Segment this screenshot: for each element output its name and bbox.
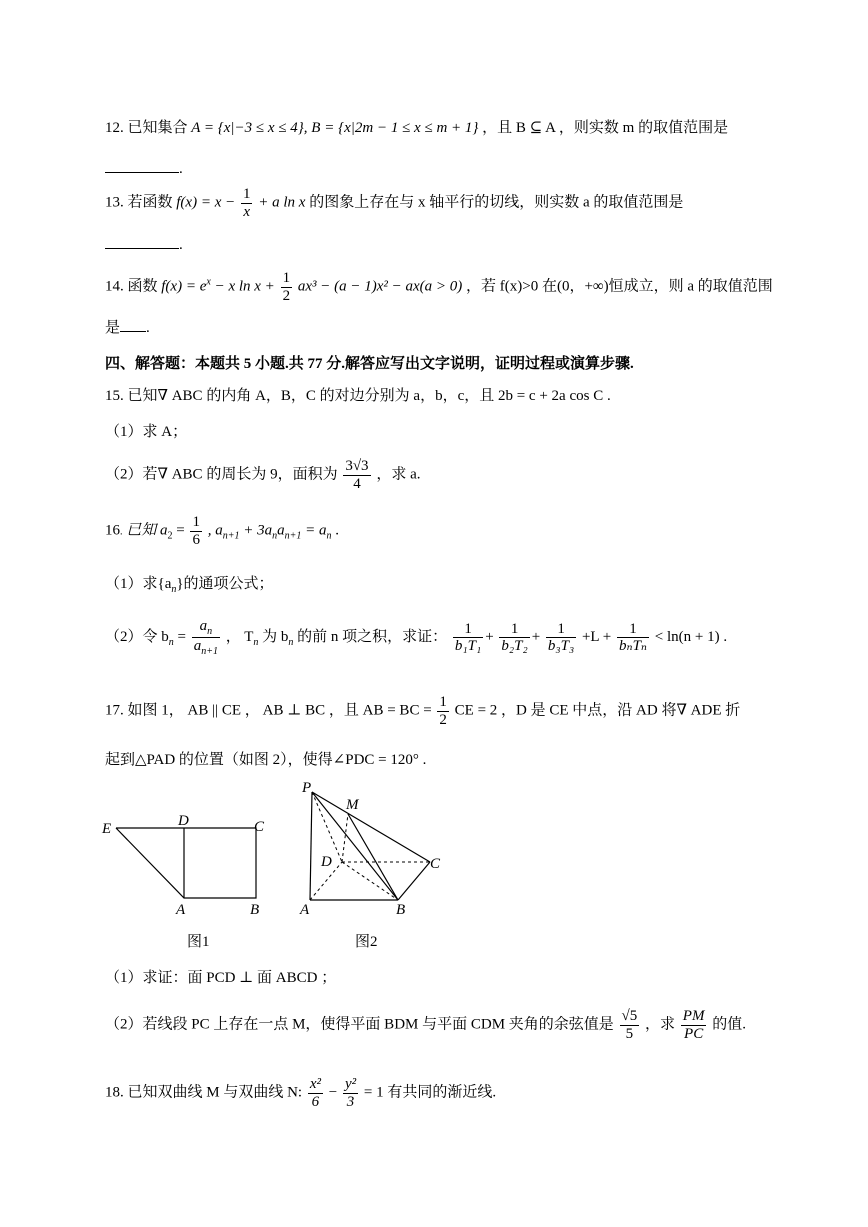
q18-f2-den: 3 (346, 1093, 355, 1110)
q17-line2: 起到△PAD 的位置（如图 2），使得∠PDC = 120° . (105, 752, 427, 768)
fig2-label-c: C (430, 856, 441, 872)
q14-number: 14. (105, 278, 124, 295)
q13-line1 (105, 186, 683, 220)
q13-frac-num: 1 (242, 186, 251, 202)
q16-sub-n: n (272, 530, 278, 542)
q13-number: 13. (105, 194, 124, 211)
q14-end: . (146, 320, 150, 336)
q16-part2-mid: ， T (225, 628, 254, 645)
q12-line2 (105, 160, 183, 178)
q15-part2-pre: （2）若∇ ABC 的周长为 9，面积为 (105, 466, 338, 483)
q12-end: . (179, 161, 183, 177)
q16-frac-num: 1 (192, 514, 200, 530)
q16-sum-dots: +L + (581, 628, 612, 645)
q13-line2 (105, 236, 183, 254)
q13-func-right: + a ln x (258, 194, 306, 211)
q16-part2-mid2: 为 b (258, 628, 289, 645)
fig1-outline (116, 828, 256, 898)
q16-t-sub: n (253, 636, 259, 648)
q16-sum-term-3: $\frac{1}{\text{b₃T₃}}$ (547, 620, 575, 654)
q18-line (105, 1076, 496, 1110)
section-4-heading: 四、解答题：本题共 5 小题.共 77 分.解答应写出文字说明，证明过程或演算步骤. (105, 356, 634, 372)
q18-minus: − (328, 1084, 338, 1101)
q14-line2-label: 是 (105, 320, 121, 336)
fig2-pd (312, 792, 342, 862)
fig2-caption: 图2 (355, 934, 378, 950)
q16-part2-mid3: 的前 n 项之积，求证： (293, 628, 448, 645)
fig2-label-d: D (321, 854, 332, 870)
q16-b2-sub: n (288, 636, 294, 648)
fig2-label-m: M (346, 797, 359, 813)
q17-part2-post: 的值. (712, 1016, 746, 1033)
q16-bn-num: $a_n$ (192, 618, 220, 638)
fig2-label-a: A (300, 902, 310, 918)
q12-answer-blank[interactable] (105, 160, 179, 173)
fig2-mb (348, 814, 398, 900)
q16-pre: 已知 a (126, 522, 168, 539)
q14-answer-blank[interactable] (120, 319, 146, 332)
figure-2 (296, 778, 456, 920)
q15-part1: （1）求 A； (105, 424, 188, 440)
fig2-label-p: P (302, 780, 312, 796)
fig1-label-d: D (178, 813, 189, 829)
q14-func-c: ax³ − (a − 1)x² − ax(a > 0) (297, 278, 463, 295)
q16-rest: , a (207, 522, 223, 539)
q14-line2 (105, 316, 150, 337)
q18-frac-2 (343, 1076, 358, 1110)
fig1-label-e: E (102, 821, 112, 837)
q12-sets: A = {x|−3 ≤ x ≤ 4}, B = {x|2m − 1 ≤ x ≤ m + 1} (191, 120, 479, 136)
q16-frac-den: 6 (192, 531, 200, 548)
q16-part1 (105, 572, 274, 595)
q16-rest4: = a (301, 522, 327, 539)
q13-rest: 的图象上存在与 x 轴平行的切线，则实数 a 的取值范围是 (309, 194, 684, 211)
q17-part2-mid: ，求 (645, 1016, 676, 1033)
fig2-dm (342, 814, 348, 862)
q14-rest: ，若 f(x)>0 在(0，+∞)恒成立，则 a 的取值范围 (466, 278, 773, 295)
q17-ratio-num: PM (682, 1008, 705, 1024)
q18-f2-num: y² (344, 1076, 357, 1092)
q16-part1-end: }的通项公式； (176, 576, 274, 592)
q16-part2-pre: （2）令 b (105, 628, 169, 645)
q16-bn-den: $a_{n+1}$ (193, 638, 218, 657)
q16-a2-fraction (190, 514, 202, 548)
q17-frac-num: 1 (439, 694, 447, 710)
q17-ratio-fraction (681, 1008, 707, 1042)
q17-cos-fraction (620, 1008, 640, 1042)
q14-fraction (281, 270, 293, 304)
q16-number: 16 (105, 522, 120, 539)
q16-sub-n1b: n+1 (284, 530, 302, 542)
fig2-db (342, 862, 398, 900)
q13-func-left: f(x) = x − (176, 194, 236, 211)
q15-area-fraction (343, 458, 370, 492)
q17-ratio-den: PC (684, 1025, 704, 1042)
fig2-bc (398, 862, 430, 900)
fig1-label-c: C (254, 819, 265, 835)
q13-prefix: 若函数 (127, 194, 173, 211)
q12-line1 (105, 116, 728, 137)
q15-part2-post: ，求 a. (376, 466, 421, 483)
q18-pre: 18. 已知双曲线 M 与双曲线 N: (105, 1084, 303, 1101)
q17-frac-den: 2 (439, 711, 447, 728)
q16-b-sub: n (168, 636, 174, 648)
q15-part2 (105, 458, 420, 492)
q16-part1-sub: n (171, 584, 177, 595)
q12-condition: ，且 B ⊆ A ，则实数 m 的取值范围是 (482, 120, 729, 136)
q17-line1 (105, 694, 740, 728)
q16-sum-term-1: $\frac{1}{\text{b₁T₁}}$ (454, 620, 482, 654)
q17-part1: （1）求证：面 PCD ⊥ 面 ABCD ； (105, 970, 337, 986)
q14-frac-num: 1 (282, 270, 291, 286)
q18-f1-den: 6 (311, 1093, 320, 1110)
q16-bn-fraction (192, 618, 220, 657)
q16-sum-term-2: $\frac{1}{\text{b₂T₂}}$ (501, 620, 528, 654)
q15-frac-num: 3√3 (345, 458, 369, 474)
fig2-pa (310, 792, 312, 900)
q13-answer-blank[interactable] (105, 236, 179, 249)
q17-line1-pre: 17. 如图 1， AB || CE ， AB ⊥ BC ，且 AB = BC = (105, 702, 432, 719)
q16-sub-n1: n+1 (222, 530, 240, 542)
q17-line1-post: CE = 2 ，D 是 CE 中点，沿 AD 将∇ ADE 折 (454, 702, 741, 719)
q14-line1 (105, 270, 773, 304)
q17-cos-num: √5 (621, 1008, 638, 1024)
q17-part2 (105, 1008, 746, 1042)
fig2-label-b: B (396, 902, 406, 918)
q15-frac-den: 4 (353, 475, 361, 492)
q16-rest3: a (277, 522, 285, 539)
q14-frac-den: 2 (282, 287, 291, 304)
fig2-pc (312, 792, 430, 862)
q16-sum-end: < ln(n + 1) . (654, 628, 728, 645)
q18-frac-1 (308, 1076, 323, 1110)
q13-fraction (241, 186, 253, 220)
q16-sub2: 2 (167, 530, 173, 542)
q17-part2-pre: （2）若线段 PC 上存在一点 M，使得平面 BDM 与平面 CDM 夹角的余弦值是 (105, 1016, 614, 1033)
fig1-label-a: A (176, 902, 186, 918)
q15-line1: 15. 已知∇ ABC 的内角 A，B，C 的对边分别为 a，b，c，且 2b = c + 2a cos C . (105, 388, 611, 404)
q18-f1-num: x² (309, 1076, 321, 1092)
q16-end: . (331, 522, 339, 539)
q16-line1 (105, 514, 339, 548)
q14-func-sup: x (206, 276, 211, 288)
q13-frac-den: x (243, 203, 251, 220)
q18-post: = 1 有共同的渐近线. (363, 1084, 497, 1101)
q12-prefix: 已知集合 (127, 120, 188, 136)
q16-part2: （2）令 $b_n$ = $\frac{a_n}{a_{n+1}}$ ， $T_n$ 为 $b_n$ 的前 n 项之积，求证： $\frac{1}{\text{b₁T₁}}$ + $\frac{1}{\text{b₂T₂}}$ + $\frac{1}{\text{b₃T₃}}$ +L + $\frac{1}{\text{bₙTₙ}}$ < ln(n + 1) . (105, 618, 728, 657)
q17-half-fraction (437, 694, 449, 728)
q14-func-b: − x ln x + (210, 278, 275, 295)
fig1-label-b: B (250, 902, 260, 918)
q17-cos-den: 5 (625, 1025, 634, 1042)
q16-dot: . (120, 526, 123, 538)
q16-sum-term-last: $\frac{1}{\text{bₙTₙ}}$ (618, 620, 647, 654)
q12-number: 12. (105, 120, 124, 136)
q14-func-a: f(x) = e (161, 278, 207, 295)
fig1-caption: 图1 (187, 934, 210, 950)
q16-part1-text: （1）求{a (105, 576, 172, 592)
q16-eq: = (172, 522, 185, 539)
figure-1 (96, 810, 276, 920)
q14-prefix: 函数 (127, 278, 158, 295)
q13-end: . (179, 237, 183, 253)
q16-sub-nb: n (326, 530, 332, 542)
q16-rest2: + 3a (239, 522, 273, 539)
